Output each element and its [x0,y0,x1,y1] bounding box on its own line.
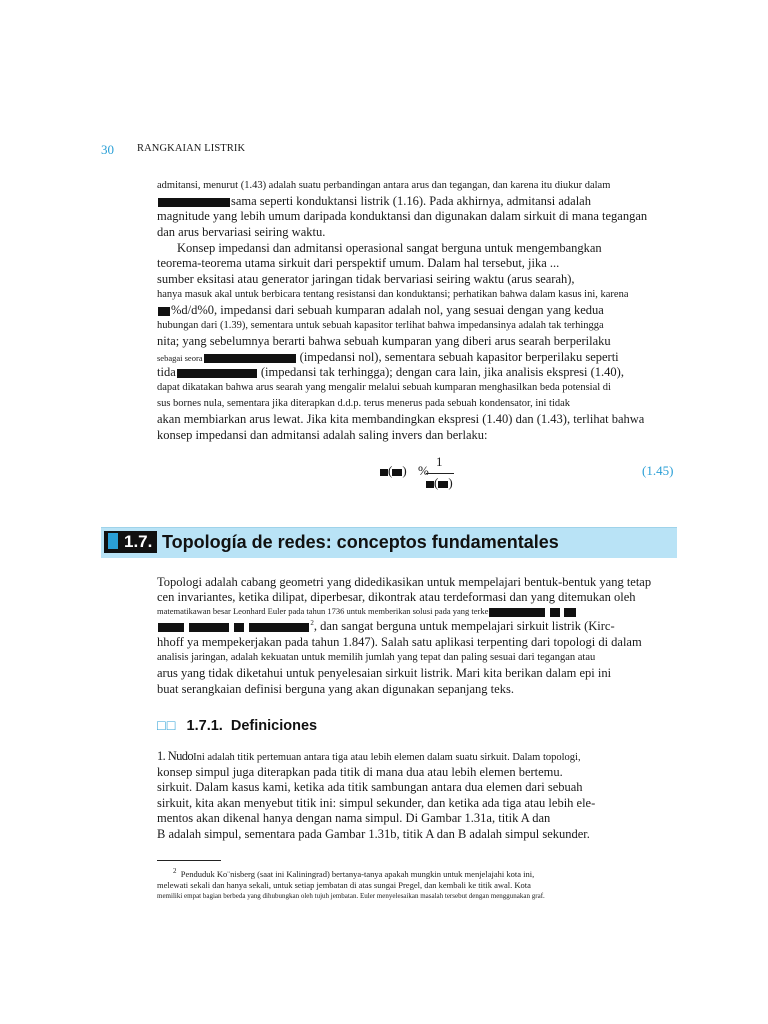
text-line: buat serangkaian definisi berguna yang akan digunakan sepanjang teks. [157,682,514,696]
redacted-text [564,608,576,617]
text-line: sumber eksitasi atau generator jaringan tidak bervariasi seiring waktu (arus searah), [157,272,575,286]
footnote-line: melewati sekali dan hanya sekali, untuk setiap jembatan di atas sungai Pregel, dan kembali ke titik awal. Kota [157,880,531,890]
text-line [157,350,619,365]
text-line [157,365,624,380]
text-span: Penduduk Ko¨nisberg (saat ini Kaliningrad) bertanya-tanya apakah mungkin untuk menjelajahi kota ini, [180,868,535,879]
footnote-line: memiliki empat bagian berbeda yang dihubungkan oleh tujuh jembatan. Euler menyelesaikan masalah tersebut dengan menggunakan graf. [157,892,545,900]
text-line: mentos akan dikenal hanya dengan nama simpul. Di Gambar 1.31a, titik A dan [157,811,551,825]
text-line: admitansi, menurut (1.43) adalah suatu perbandingan antara arus dan tegangan, dan karena itu diukur dalam [157,180,611,191]
redacted-text [489,608,545,617]
redacted-symbol [438,481,448,488]
redacted-text [158,307,170,316]
equation-lhs [380,463,407,479]
text-line: sirkuit, kita akan menyebut titik ini: simpul sekunder, dan ketika ada tiga atau lebih ele- [157,796,596,810]
page-number: 30 [101,142,114,157]
redacted-text [158,198,230,207]
text-line: dan arus bervariasi seiring waktu. [157,225,326,239]
running-title: RANGKAIAN LISTRIK [137,143,246,154]
redacted-text [249,623,309,632]
text-span: , dan sangat berguna untuk mempelajari sirkuit listrik (Kirc- [313,619,615,634]
text-line: akan membiarkan arus lewat. Jika kita membandingkan ekspresi (1.40) dan (1.43), terlihat bahwa [157,412,645,426]
text-line: hubungan dari (1.39), sementara untuk sebuah kapasitor terlihat bahwa impedansinya adalah tak terhingga [157,320,604,331]
section-number-text: 1.7. [124,532,153,551]
text-line: arus yang tidak diketahui untuk penyelesaian sirkuit listrik. Mari kita berikan dalam epi ini [157,666,612,680]
text-line: nita; yang sebelumnya berarti bahwa sebuah kumparan yang diberi arus searah berperilaku [157,334,611,348]
eq-paren: ( [388,463,393,478]
text-line: hanya masuk akal untuk berbicara tentang resistansi dan konduktansi; perhatikan bahwa dalam kasus ini, karena [157,289,629,300]
text-line: konsep simpul juga diterapkan pada titik di mana dua atau lebih elemen bertemu. [157,765,563,779]
text-span: %d/d%0, impedansi dari sebuah kumparan adalah nol, yang sesuai dengan yang kedua [171,303,604,317]
redacted-symbol [380,469,388,476]
text-line: sirkuit. Dalam kasus kami, ketika ada titik sambungan antara dua elemen dari sebuah [157,780,583,794]
eq-paren: ) [402,463,407,478]
redacted-text [234,623,244,632]
section-marker-icon [108,533,118,549]
text-line [157,194,591,209]
text-line: Topologi adalah cabang geometri yang didedikasikan untuk mempelajari bentuk-bentuk yang tetap [157,575,652,589]
text-line: teorema-teorema utama sirkuit dari perspektif umum. Dalam hal tersebut, jika ... [157,256,560,270]
text-line: magnitude yang lebih umum daripada konduktansi dan digunakan dalam sirkuit di mana tegangan [157,209,648,223]
text-line: sus bornes nula, sementara jika diterapkan d.d.p. terus menerus pada sebuah kondensator, ini tidak [157,398,571,409]
footnote-marker: 2 [310,619,314,627]
equation-denominator [426,475,453,491]
equation-operator: % [418,463,429,478]
redacted-text [158,623,184,632]
text-line: B adalah simpul, sementara pada Gambar 1.31b, titik A dan B adalah simpul sekunder. [157,827,590,841]
text-span: sebagai seora [157,353,203,363]
text-line [157,606,577,617]
text-line [157,303,604,318]
redacted-text [550,608,560,617]
subsection-title: Definiciones [230,718,318,734]
text-line: konsep impedansi dan admitansi adalah saling invers dan berlaku: [157,428,488,442]
section-number [104,531,157,553]
redacted-text [177,369,257,378]
text-line [157,749,581,764]
text-line [157,619,615,634]
fraction-bar [426,473,454,474]
text-line: analisis jaringan, adalah kekuatan untuk memilih jumlah yang tepat dan paling sesuai dari tegangan atau [157,652,596,663]
redacted-text [204,354,296,363]
footnote-marker: 2 [173,867,177,875]
eq-paren: ( [434,475,439,490]
redacted-text [189,623,229,632]
subsection-number: 1.7.1. [186,718,223,734]
subsection-marker-icon: □□ [157,718,177,734]
text-span: (impedansi nol), sementara sebuah kapasitor berperilaku seperti [299,350,619,364]
redacted-symbol [426,481,434,488]
text-line: dapat dikatakan bahwa arus searah yang mengalir melalui sebuah kumparan menghasilkan beda potensial di [157,382,611,393]
footnote-line [173,867,534,879]
definition-term: 1. Nudo [157,749,194,763]
redacted-symbol [392,469,402,476]
eq-paren: ) [448,475,453,490]
footnote-rule [157,860,221,861]
section-title: Topología de redes: conceptos fundamentales [162,532,559,552]
text-span: (impedansi tak terhingga); dengan cara lain, jika analisis ekspresi (1.40), [260,365,624,379]
text-line: cen invariantes, ketika dilipat, diperbesar, dikontrak atau terdeformasi dan yang ditemukan oleh [157,590,636,604]
subsection-heading [157,718,317,734]
text-span: matematikawan besar Leonhard Euler pada tahun 1736 untuk memberikan solusi pada yang terke [157,606,489,616]
text-span: sama seperti konduktansi listrik (1.16). Pada akhirnya, admitansi adalah [231,194,591,208]
text-line: Konsep impedansi dan admitansi operasional sangat berguna untuk mengembangkan [177,241,602,255]
text-span: Ini adalah titik pertemuan antara tiga atau lebih elemen dalam suatu sirkuit. Dalam topologi, [193,752,581,763]
text-line: hhoff ya mempekerjakan pada tahun 1.847). Salah satu aplikasi terpenting dari topologi di dalam [157,635,642,649]
text-span: tida [157,365,176,379]
equation-numerator: 1 [436,454,443,469]
equation-number: (1.45) [642,463,674,478]
